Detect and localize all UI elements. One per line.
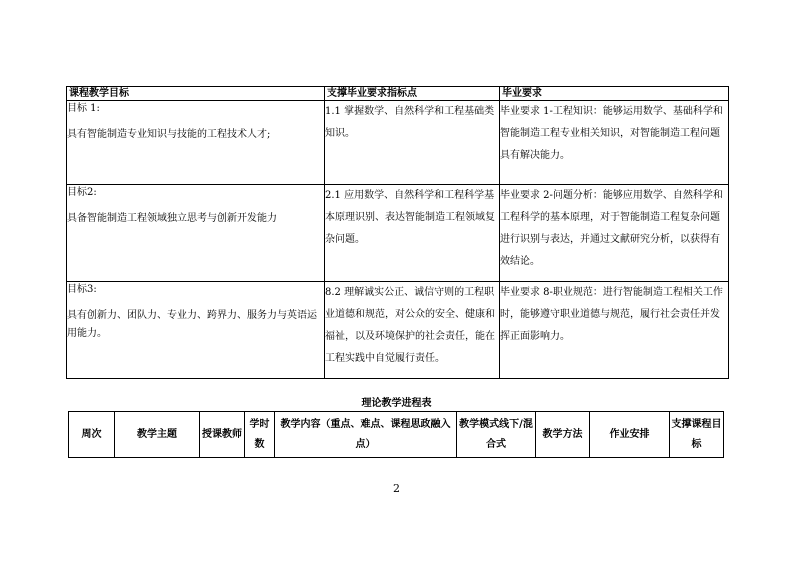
header-graduation-requirement: 毕业要求 bbox=[500, 87, 729, 101]
objectives-header-row bbox=[67, 87, 729, 101]
page-number: 2 bbox=[393, 482, 400, 495]
header-week: 周次 bbox=[69, 412, 115, 458]
schedule-header-row bbox=[69, 412, 724, 458]
objective-label: 目标2: bbox=[67, 187, 97, 198]
header-mode: 教学模式线下/混合式 bbox=[457, 412, 536, 458]
header-course-objective: 课程教学目标 bbox=[67, 87, 325, 101]
header-homework: 作业安排 bbox=[590, 412, 670, 458]
objective-row-1 bbox=[67, 101, 729, 185]
graduation-requirement-cell: 毕业要求 8-职业规范：进行智能制造工程相关工作时，能够遵守职业道德与规范，履行社会责任并发挥正面影响力。 bbox=[500, 282, 729, 379]
teaching-schedule-title: 理论教学进程表 bbox=[361, 398, 432, 409]
header-hours: 学时数 bbox=[245, 412, 275, 458]
header-content: 教学内容（重点、难点、课程思政融入点） bbox=[275, 412, 457, 458]
objective-description: 具有创新力、团队力、专业力、跨界力、服务力与英语运用能力。 bbox=[67, 310, 317, 339]
teaching-schedule-table bbox=[68, 411, 724, 458]
objective-row-2 bbox=[67, 185, 729, 282]
objective-description: 具有智能制造专业知识与技能的工程技术人才; bbox=[67, 129, 271, 140]
header-topic: 教学主题 bbox=[115, 412, 200, 458]
graduation-requirement-cell: 毕业要求 1-工程知识：能够运用数学、基础科学和智能制造工程专业相关知识，对智能制造工程问题具有解决能力。 bbox=[500, 101, 729, 185]
objective-description: 具备智能制造工程领域独立思考与创新开发能力 bbox=[67, 213, 277, 224]
supporting-indicator-cell: 1.1 掌握数学、自然科学和工程基础类知识。 bbox=[325, 101, 500, 185]
objective-cell bbox=[67, 282, 325, 379]
supporting-indicator-cell: 2.1 应用数学、自然科学和工程科学基本原理识别、表达智能制造工程领域复杂问题。 bbox=[325, 185, 500, 282]
objective-row-3 bbox=[67, 282, 729, 379]
objective-label: 目标 1: bbox=[67, 103, 100, 114]
header-method: 教学方法 bbox=[536, 412, 590, 458]
objective-cell bbox=[67, 185, 325, 282]
course-objectives-table bbox=[66, 86, 729, 379]
supporting-indicator-cell: 8.2 理解诚实公正、诚信守则的工程职业道德和规范，对公众的安全、健康和福祉，以及环境保护的社会责任，能在工程实践中自觉履行责任。 bbox=[325, 282, 500, 379]
header-teacher: 授课教师 bbox=[200, 412, 245, 458]
graduation-requirement-cell: 毕业要求 2-问题分析：能够应用数学、自然科学和工程科学的基本原理，对于智能制造工程复杂问题进行识别与表达，并通过文献研究分析，以获得有效结论。 bbox=[500, 185, 729, 282]
objective-label: 目标3: bbox=[67, 284, 97, 295]
header-supporting-indicator: 支撑毕业要求指标点 bbox=[325, 87, 500, 101]
header-supported-objective: 支撑课程目标 bbox=[670, 412, 724, 458]
objective-cell bbox=[67, 101, 325, 185]
